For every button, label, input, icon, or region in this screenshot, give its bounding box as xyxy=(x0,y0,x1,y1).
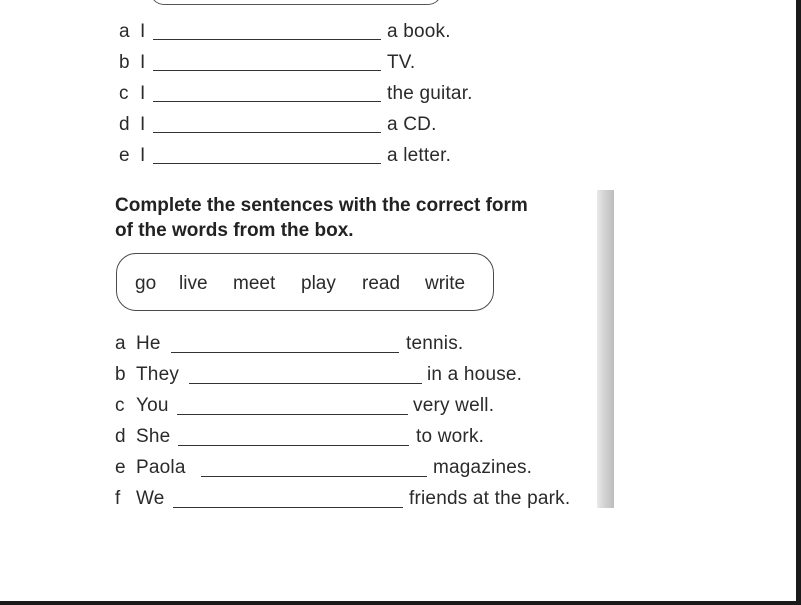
item-ending: in a house. xyxy=(427,364,523,385)
exercise-1-item-e xyxy=(113,139,603,170)
item-letter: b xyxy=(115,364,126,385)
item-letter: a xyxy=(119,21,130,42)
word-box xyxy=(116,253,494,311)
exercise-2-item-c xyxy=(115,390,605,421)
answer-blank[interactable] xyxy=(201,476,427,477)
item-subject: They xyxy=(136,364,180,385)
exercise-1-item-c xyxy=(113,77,603,108)
answer-blank[interactable] xyxy=(153,163,381,164)
item-ending: tennis. xyxy=(406,333,464,354)
word-meet: meet xyxy=(233,273,276,294)
answer-blank[interactable] xyxy=(171,352,399,353)
item-ending: a CD. xyxy=(387,114,437,135)
answer-blank[interactable] xyxy=(177,414,408,415)
item-subject: Paola xyxy=(136,457,186,478)
exercise-1-item-b xyxy=(113,46,603,77)
item-ending: TV. xyxy=(387,52,416,73)
exercise-2-item-b xyxy=(115,359,605,390)
word-go: go xyxy=(135,273,157,294)
exercise-2 xyxy=(115,328,605,514)
item-subject: I xyxy=(140,114,146,135)
item-ending: a letter. xyxy=(387,145,452,166)
exercise-2-item-d xyxy=(115,421,605,452)
item-subject: She xyxy=(136,426,171,447)
item-ending: very well. xyxy=(413,395,495,416)
item-ending: the guitar. xyxy=(387,83,473,104)
item-ending: a book. xyxy=(387,21,451,42)
item-ending: to work. xyxy=(416,426,485,447)
item-subject: We xyxy=(136,488,165,509)
word-live: live xyxy=(179,273,208,294)
bottom-border xyxy=(0,601,801,605)
instruction-line-2: of the words from the box. xyxy=(115,220,354,241)
answer-blank[interactable] xyxy=(153,39,381,40)
item-ending: magazines. xyxy=(433,457,533,478)
word-read: read xyxy=(362,273,401,294)
item-subject: He xyxy=(136,333,161,354)
item-subject: I xyxy=(140,145,146,166)
item-subject: You xyxy=(136,395,169,416)
word-play: play xyxy=(301,273,336,294)
item-letter: e xyxy=(119,145,130,166)
item-letter: c xyxy=(119,83,129,104)
answer-blank[interactable] xyxy=(173,507,403,508)
item-letter: a xyxy=(115,333,126,354)
word-write: write xyxy=(425,273,466,294)
exercise-2-item-a xyxy=(115,328,605,359)
item-subject: I xyxy=(140,21,146,42)
exercise-1-item-a xyxy=(113,15,603,46)
answer-blank[interactable] xyxy=(153,70,381,71)
item-letter: d xyxy=(115,426,126,447)
answer-blank[interactable] xyxy=(153,132,381,133)
answer-blank[interactable] xyxy=(178,445,409,446)
item-subject: I xyxy=(140,52,146,73)
answer-blank[interactable] xyxy=(153,101,381,102)
item-ending: friends at the park. xyxy=(409,488,571,509)
item-letter: b xyxy=(119,52,130,73)
instruction-line-1: Complete the sentences with the correct form xyxy=(115,195,528,216)
item-subject: I xyxy=(140,83,146,104)
item-letter: f xyxy=(115,488,121,509)
item-letter: e xyxy=(115,457,126,478)
item-letter: d xyxy=(119,114,130,135)
exercise-2-item-e xyxy=(115,452,605,483)
exercise-1 xyxy=(113,15,603,170)
previous-box-edge xyxy=(150,0,442,5)
exercise-2-item-f xyxy=(115,483,605,514)
answer-blank[interactable] xyxy=(189,383,422,384)
item-letter: c xyxy=(115,395,125,416)
exercise-2-instruction xyxy=(115,193,595,243)
right-border xyxy=(796,0,801,605)
exercise-1-item-d xyxy=(113,108,603,139)
